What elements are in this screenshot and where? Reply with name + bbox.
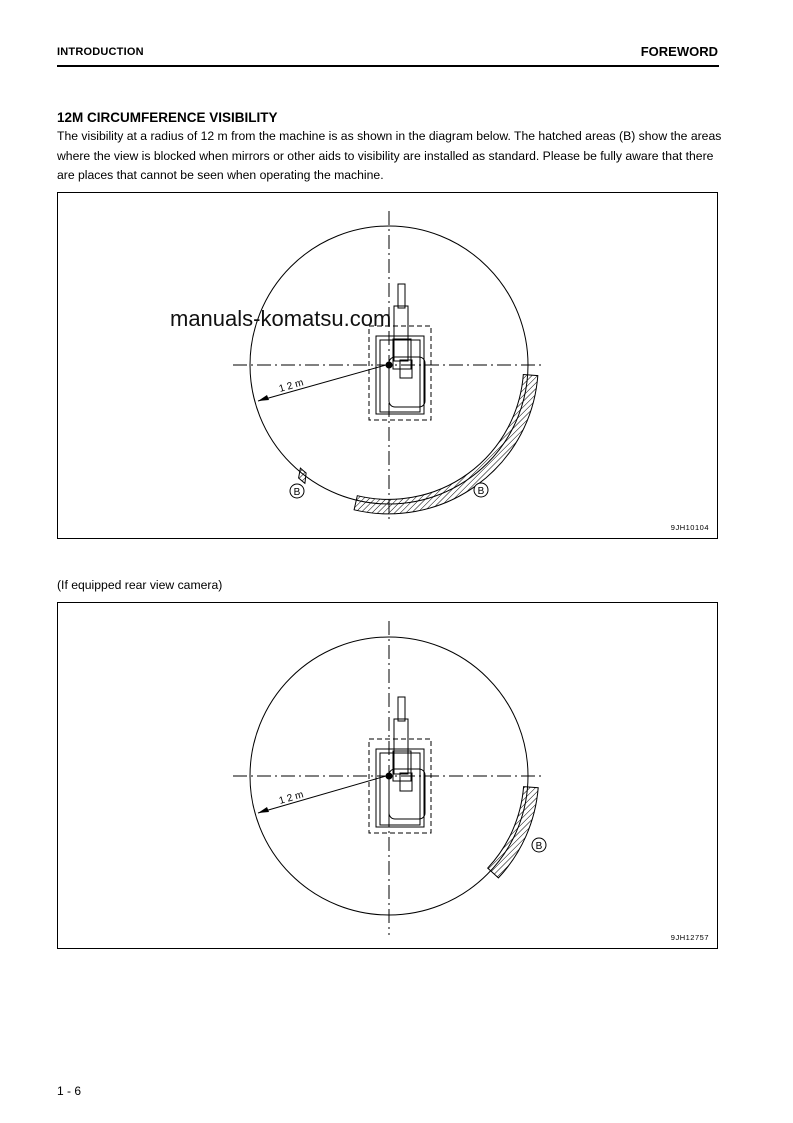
blind-area-rear-right	[354, 375, 538, 514]
radius-label: 1 2 m	[277, 377, 305, 395]
machine-center-point	[386, 362, 393, 369]
figure-code: 9JH10104	[670, 523, 709, 532]
excavator-top-view	[369, 697, 431, 833]
excavator-top-view	[369, 284, 431, 420]
visibility-diagram-camera	[57, 602, 718, 949]
diagram-camera-svg	[58, 603, 719, 950]
label-b-right: B	[477, 486, 485, 497]
visibility-diagram-standard	[57, 192, 718, 539]
figure2-caption: (If equipped rear view camera)	[57, 578, 223, 592]
radius-arrowhead	[258, 807, 269, 813]
page-number: 1 - 6	[57, 1084, 82, 1098]
blind-area-rear-left	[299, 468, 307, 483]
label-b: B	[535, 841, 543, 852]
blind-area-rear-right	[488, 787, 539, 878]
machine-center-point	[386, 773, 393, 780]
header-section-left: INTRODUCTION	[57, 46, 144, 58]
section-body: The visibility at a radius of 12 m from the machine is as shown in the diagram below. The hatched areas (B) show the areas where the view is blocked when mirrors or other aids to visibility are installed as standard. Please be fully aware that there are places that cannot be seen when operating the machine.	[57, 129, 722, 182]
radius-line	[258, 365, 386, 401]
section-title: 12M CIRCUMFERENCE VISIBILITY	[57, 110, 278, 125]
radius-arrowhead	[258, 395, 269, 401]
label-b-left: B	[293, 487, 301, 498]
radius-label: 1 2 m	[277, 789, 305, 807]
figure-code: 9JH12757	[670, 933, 709, 942]
header-section-right: FOREWORD	[640, 44, 718, 59]
diagram-standard-svg	[58, 193, 719, 540]
watermark-text: manuals-komatsu.com	[170, 306, 392, 331]
radius-line	[258, 776, 386, 813]
header-rule	[57, 65, 719, 67]
